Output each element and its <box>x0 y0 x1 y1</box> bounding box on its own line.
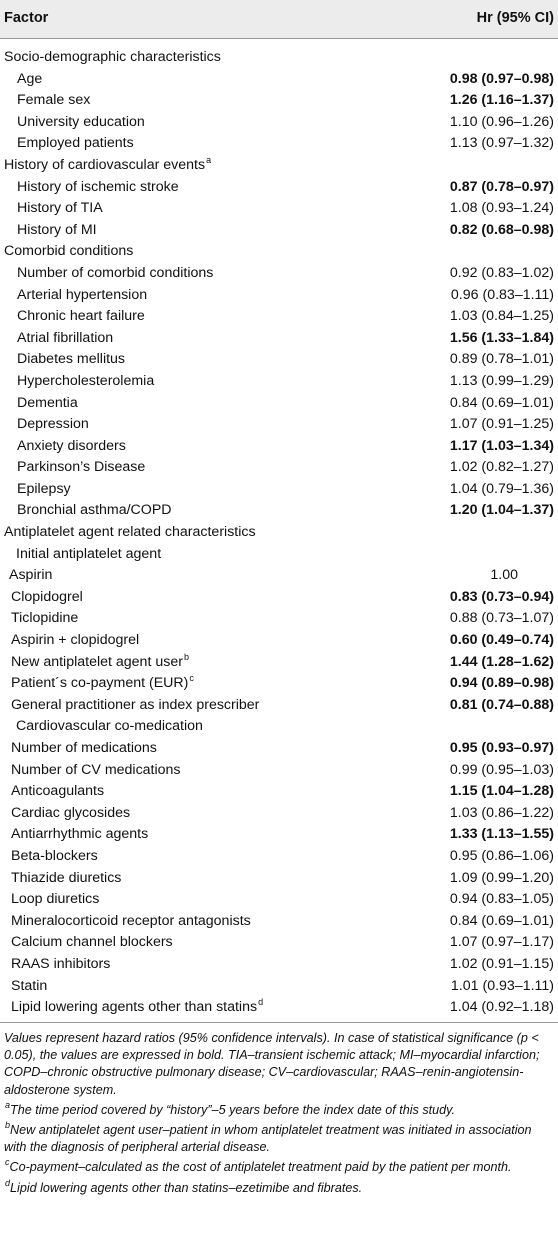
table-body <box>0 47 558 1019</box>
factor-label-text: Anxiety disorders <box>17 437 126 454</box>
table-row <box>0 803 558 825</box>
table-row <box>0 781 558 803</box>
table-row <box>0 673 558 695</box>
factor-label <box>17 177 179 199</box>
factor-label <box>17 500 172 522</box>
table-row <box>0 738 558 760</box>
hazard-ratio-value: 1.33 (1.13–1.55) <box>449 826 554 843</box>
factor-label <box>16 716 203 738</box>
footnote-c-text: Co-payment–calculated as the cost of antiplatelet treatment paid by the patient per month. <box>9 1160 512 1175</box>
footnote-main: Values represent hazard ratios (95% confidence intervals). In case of statistical significance (p < 0.05), the values are expressed in bold. TIA–transient ischemic attack; MI–myocardial infarction; COPD–chronic obstructive pulmonary disease; CV–cardiovascular; RAAS–renin-angiotensin-aldosterone system. <box>4 1031 540 1097</box>
factor-label-text: Atrial fibrillation <box>17 329 114 346</box>
factor-label-text: Depression <box>17 416 89 433</box>
factor-label-text: Calcium channel blockers <box>11 934 173 951</box>
table-row <box>0 133 558 155</box>
section-row <box>0 522 558 544</box>
factor-label-text: Dementia <box>17 394 78 411</box>
hazard-ratio-value: 0.96 (0.83–1.11) <box>450 286 554 303</box>
table-row <box>0 285 558 307</box>
table-row <box>0 393 558 415</box>
factor-label <box>4 241 133 263</box>
factor-label <box>17 306 145 328</box>
table-row <box>0 954 558 976</box>
factor-label-text: Loop diuretics <box>11 891 100 908</box>
footnote-d <box>4 1177 549 1197</box>
table-row <box>0 414 558 436</box>
factor-label-text: Female sex <box>17 92 91 109</box>
footnote-b-mark: b <box>5 1120 11 1131</box>
table-row <box>0 500 558 522</box>
hazard-ratio-value: 1.02 (0.82–1.27) <box>449 459 554 476</box>
table-header <box>0 0 558 39</box>
footnote-a-mark: a <box>5 1099 11 1110</box>
hazard-ratio-value: 0.95 (0.86–1.06) <box>449 847 554 864</box>
table-row <box>0 932 558 954</box>
table-row <box>0 911 558 933</box>
factor-label-text: Diabetes mellitus <box>17 351 126 368</box>
factor-label <box>17 371 154 393</box>
footnote-b <box>4 1122 549 1156</box>
factor-label <box>17 69 42 91</box>
footnote-d-text: Lipid lowering agents other than statins–ezetimibe and fibrates. <box>10 1180 363 1195</box>
factor-label <box>17 90 90 112</box>
factor-label-text: Hypercholesterolemia <box>17 372 155 389</box>
table-row <box>0 695 558 717</box>
hazard-ratio-value: 0.95 (0.93–0.97) <box>449 740 554 756</box>
factor-label <box>17 457 145 479</box>
factor-label-text: Antiarrhythmic agents <box>11 826 149 843</box>
hazard-ratio-value: 0.60 (0.49–0.74) <box>449 632 554 649</box>
factor-label <box>4 47 221 69</box>
table-row <box>0 889 558 911</box>
factor-label <box>11 976 47 998</box>
hazard-ratio-value: 1.07 (0.97–1.17) <box>449 934 554 951</box>
table-row <box>0 220 558 242</box>
factor-label-text: Bronchial asthma/COPD <box>17 502 172 519</box>
section-row <box>0 155 558 177</box>
table-row <box>0 846 558 868</box>
hazard-ratio-value: 0.87 (0.78–0.97) <box>449 178 554 195</box>
factor-label <box>11 760 181 782</box>
table-row <box>0 328 558 350</box>
factor-label-text: Age <box>17 70 43 87</box>
table-row <box>0 630 558 652</box>
table-row <box>0 306 558 328</box>
factor-label <box>4 155 211 177</box>
factor-label <box>17 349 125 371</box>
factor-label <box>11 954 110 976</box>
table-row <box>0 608 558 630</box>
table-row <box>0 976 558 998</box>
footnote-marker: b <box>183 651 189 662</box>
factor-label <box>9 565 52 587</box>
hazard-ratio-value: 1.03 (0.86–1.22) <box>449 804 554 821</box>
factor-label-text: General practitioner as index prescriber <box>11 696 260 713</box>
hazard-ratio-value: 1.13 (0.99–1.29) <box>449 372 554 389</box>
table-row <box>0 90 558 112</box>
hr-column-header: Hr (95% CI) <box>476 10 554 26</box>
factor-label-text: History of TIA <box>17 200 103 217</box>
factor-label-text: Aspirin <box>9 567 53 584</box>
factor-label <box>11 695 259 717</box>
footnote-marker: c <box>189 673 194 684</box>
factor-label-text: Lipid lowering agents other than statins <box>11 999 258 1016</box>
factor-label <box>17 414 89 436</box>
hazard-ratio-value: 1.04 (0.79–1.36) <box>449 480 554 497</box>
factor-label <box>11 889 99 911</box>
footnote-c-mark: c <box>5 1157 10 1168</box>
hazard-ratio-value: 1.09 (0.99–1.20) <box>449 869 554 886</box>
factor-label-text: Antiplatelet agent related characteristics <box>4 524 256 541</box>
factor-label-text: Employed patients <box>17 135 134 152</box>
factor-label <box>17 479 71 501</box>
hazard-ratio-value: 0.84 (0.69–1.01) <box>449 394 554 411</box>
factor-label-text: History of MI <box>17 221 97 238</box>
factor-label <box>17 263 213 285</box>
footnote-marker: d <box>258 997 264 1008</box>
hazard-ratio-value: 1.13 (0.97–1.32) <box>449 135 554 152</box>
factor-label <box>17 393 78 415</box>
hazard-ratio-value: 0.83 (0.73–0.94) <box>449 588 554 605</box>
factor-label-text: Beta-blockers <box>11 847 98 864</box>
factor-label <box>11 997 263 1019</box>
section-row <box>0 241 558 263</box>
table-row <box>0 177 558 199</box>
factor-label <box>4 522 256 544</box>
hazard-ratio-value: 0.88 (0.73–1.07) <box>449 610 554 627</box>
factor-label-text: University education <box>17 113 145 130</box>
factor-label <box>17 220 97 242</box>
table-row <box>0 716 558 738</box>
hazard-ratio-value: 1.44 (1.28–1.62) <box>449 653 554 670</box>
table-row <box>0 652 558 674</box>
factor-label-text: Chronic heart failure <box>17 308 145 325</box>
factor-label-text: Epilepsy <box>17 480 71 497</box>
hazard-ratio-value: 1.08 (0.93–1.24) <box>449 200 554 217</box>
hazard-ratio-value: 0.99 (0.95–1.03) <box>449 761 554 778</box>
factor-label <box>17 285 147 307</box>
factor-label <box>11 846 98 868</box>
factor-label-text: Patient´s co-payment (EUR) <box>11 675 189 692</box>
footnote-a <box>4 1099 549 1119</box>
table-row <box>0 760 558 782</box>
factor-label-text: Cardiac glycosides <box>11 804 131 821</box>
hazard-ratio-value: 1.17 (1.03–1.34) <box>449 437 554 454</box>
factor-label-text: Cardiovascular co-medication <box>16 718 203 735</box>
factor-label-text: Ticlopidine <box>11 610 79 627</box>
hazard-ratio-value: 0.89 (0.78–1.01) <box>449 351 554 368</box>
factor-label-text: Socio-demographic characteristics <box>4 49 221 65</box>
factor-label <box>11 781 104 803</box>
hazard-ratio-value: 1.10 (0.96–1.26) <box>449 113 554 130</box>
footnote-c <box>4 1159 549 1176</box>
hazard-ratio-value: 1.02 (0.91–1.15) <box>449 955 554 972</box>
factor-label-text: Mineralocorticoid receptor antagonists <box>11 912 251 929</box>
table-row <box>0 997 558 1019</box>
factor-label <box>17 198 103 220</box>
table-row <box>0 544 558 566</box>
table-row <box>0 868 558 890</box>
table-row <box>0 371 558 393</box>
factor-label <box>11 911 251 933</box>
table-footnotes <box>4 1030 549 1200</box>
hazard-ratio-value: 1.07 (0.91–1.25) <box>449 416 554 433</box>
footnote-b-text: New antiplatelet agent user–patient in whom antiplatelet treatment was initiated in association with the diagnosis of peripheral arterial disease. <box>4 1123 532 1155</box>
factor-label-text: New antiplatelet agent user <box>11 653 183 670</box>
hazard-ratio-value: 1.03 (0.84–1.25) <box>449 308 554 325</box>
table-row <box>0 436 558 458</box>
factor-label-text: Clopidogrel <box>11 588 83 605</box>
factor-label <box>11 824 148 846</box>
footnote-d-mark: d <box>5 1177 11 1188</box>
table-row <box>0 263 558 285</box>
factor-label-text: History of ischemic stroke <box>17 178 179 195</box>
factor-label <box>11 738 157 760</box>
factor-label <box>11 587 83 609</box>
hazard-ratio-value: 1.00 <box>490 567 518 584</box>
table-row <box>0 587 558 609</box>
factor-label <box>17 133 134 155</box>
factor-label-text: Arterial hypertension <box>17 286 148 303</box>
factor-label-text: Initial antiplatelet agent <box>16 545 162 562</box>
factor-label-text: History of cardiovascular events <box>4 156 206 173</box>
table-row <box>0 198 558 220</box>
factor-label <box>11 673 194 695</box>
table-row <box>0 565 558 587</box>
hazard-ratio-value: 0.94 (0.89–0.98) <box>449 675 554 692</box>
table-row <box>0 112 558 134</box>
factor-label-text: Parkinson’s Disease <box>17 459 146 476</box>
hazard-ratio-value: 0.82 (0.68–0.98) <box>449 221 554 238</box>
hazard-ratio-value: 0.92 (0.83–1.02) <box>449 264 554 281</box>
footnote-a-text: The time period covered by “history”–5 years before the index date of this study. <box>10 1102 455 1117</box>
factor-label-text: Thiazide diuretics <box>11 869 122 886</box>
hazard-ratio-value: 1.04 (0.92–1.18) <box>449 999 554 1016</box>
factor-label-text: Number of medications <box>11 740 157 756</box>
factor-label <box>11 608 78 630</box>
table-row <box>0 479 558 501</box>
hazard-ratio-value: 1.26 (1.16–1.37) <box>449 92 554 109</box>
hazard-ratio-value: 1.56 (1.33–1.84) <box>449 329 554 346</box>
table-bottom-rule <box>0 1022 558 1023</box>
factor-label <box>17 112 145 134</box>
factor-label <box>11 630 139 652</box>
table-row <box>0 457 558 479</box>
table-row <box>0 69 558 91</box>
factor-column-header: Factor <box>4 10 49 26</box>
table-row <box>0 824 558 846</box>
hazard-ratio-value: 0.98 (0.97–0.98) <box>449 70 554 87</box>
hazard-ratio-value: 1.15 (1.04–1.28) <box>449 783 554 800</box>
factor-label-text: Anticoagulants <box>11 783 105 800</box>
factor-label-text: Number of comorbid conditions <box>17 264 214 281</box>
factor-label <box>11 868 121 890</box>
hazard-ratio-value: 1.20 (1.04–1.37) <box>449 502 554 519</box>
factor-label <box>11 932 173 954</box>
factor-label <box>17 328 113 350</box>
hazard-ratio-value: 0.81 (0.74–0.88) <box>449 696 554 713</box>
factor-label <box>16 544 161 566</box>
section-row <box>0 47 558 69</box>
factor-label-text: Number of CV medications <box>11 761 181 778</box>
table-row <box>0 349 558 371</box>
factor-label-text: Comorbid conditions <box>4 243 134 260</box>
hazard-ratio-value: 0.84 (0.69–1.01) <box>449 912 554 929</box>
factor-label <box>17 436 126 458</box>
factor-label-text: RAAS inhibitors <box>11 955 111 972</box>
hazard-ratio-value: 1.01 (0.93–1.11) <box>450 977 554 994</box>
factor-label-text: Statin <box>11 977 48 994</box>
hazard-ratio-value: 0.94 (0.83–1.05) <box>449 891 554 908</box>
factor-label <box>11 652 189 674</box>
footnote-marker: a <box>206 154 212 165</box>
factor-label <box>11 803 130 825</box>
factor-label-text: Aspirin + clopidogrel <box>11 632 140 649</box>
